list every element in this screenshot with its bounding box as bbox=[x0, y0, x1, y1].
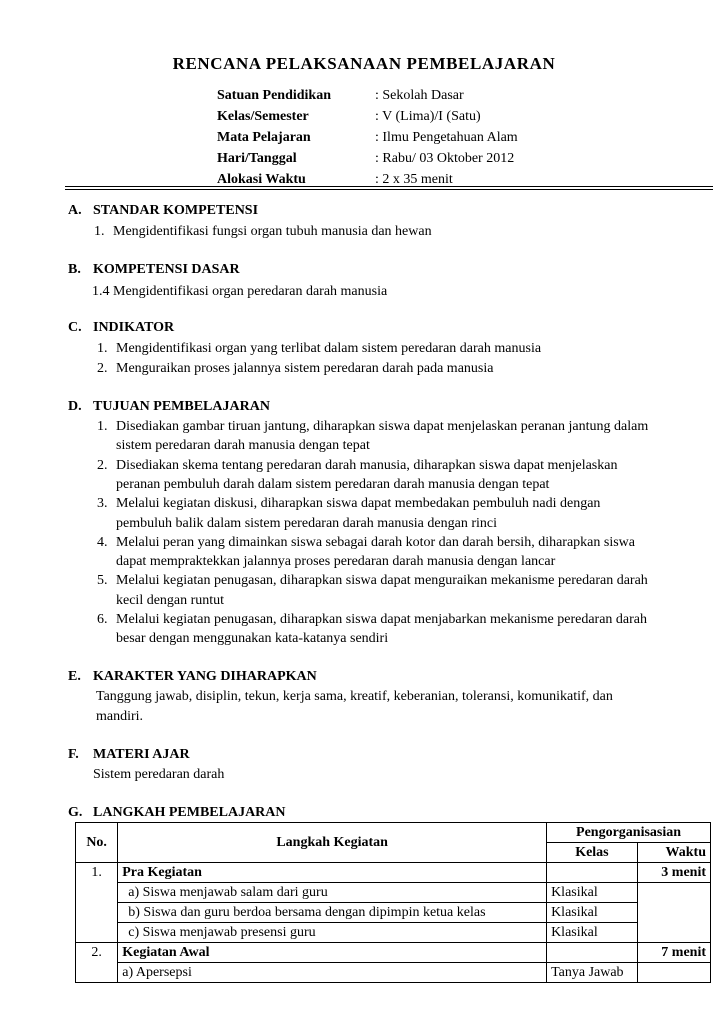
section-d-item-cont: kecil dengan runtut bbox=[116, 593, 225, 608]
info-label: Alokasi Waktu bbox=[217, 172, 306, 187]
subrow-text: b) Siswa dan guru berdoa bersama dengan dipimpin ketua kelas bbox=[118, 903, 547, 923]
header-rule-bottom bbox=[65, 189, 713, 190]
info-block bbox=[217, 85, 518, 190]
row-waktu: 7 menit bbox=[637, 943, 710, 963]
table-row bbox=[76, 943, 711, 963]
header-rule-top bbox=[65, 186, 713, 187]
info-row bbox=[217, 85, 518, 106]
subrow-text: a) Siswa menjawab salam dari guru bbox=[118, 883, 547, 903]
header-org: Pengorganisasian bbox=[547, 823, 711, 843]
subrow-waktu bbox=[637, 963, 710, 983]
section-d-item-cont: dapat mempraktekkan jalannya proses peredaran darah manusia dengan lancar bbox=[116, 554, 556, 569]
subrow-text: a) Apersepsi bbox=[118, 963, 547, 983]
info-value: : 2 x 35 menit bbox=[375, 172, 453, 187]
info-value: : Rabu/ 03 Oktober 2012 bbox=[375, 151, 515, 166]
row-kelas bbox=[547, 943, 638, 963]
section-c-item: 2. Menguraikan proses jalannya sistem peredaran darah pada manusia bbox=[97, 361, 494, 376]
section-a-item: 1. Mengidentifikasi fungsi organ tubuh manusia dan hewan bbox=[94, 224, 432, 239]
subrow-kelas: Klasikal bbox=[547, 903, 638, 923]
info-value: : V (Lima)/I (Satu) bbox=[375, 109, 481, 124]
section-c-title: C. INDIKATOR bbox=[68, 320, 175, 335]
info-label: Mata Pelajaran bbox=[217, 130, 311, 145]
table-subrow bbox=[76, 923, 711, 943]
section-e-title: E. KARAKTER YANG DIHARAPKAN bbox=[68, 669, 317, 684]
info-value: : Ilmu Pengetahuan Alam bbox=[375, 130, 518, 145]
section-d-item: 1. Disediakan gambar tiruan jantung, diharapkan siswa dapat menjelaskan peranan jantung dalam bbox=[97, 419, 649, 434]
info-row bbox=[217, 148, 518, 169]
section-d-item-cont: peranan pembuluh darah dalam sistem peredaran darah manusia dengan tepat bbox=[116, 477, 550, 492]
subrow-waktu bbox=[637, 883, 710, 943]
info-row bbox=[217, 127, 518, 148]
subrow-kelas: Tanya Jawab bbox=[547, 963, 638, 983]
section-d-item: 4. Melalui peran yang dimainkan siswa sebagai darah kotor dan darah bersih, diharapkan siswa bbox=[97, 535, 635, 550]
row-waktu: 3 menit bbox=[637, 863, 710, 883]
subrow-kelas: Klasikal bbox=[547, 923, 638, 943]
table-header-row bbox=[76, 823, 711, 843]
row-title: Pra Kegiatan bbox=[118, 863, 547, 883]
subrow-text: c) Siswa menjawab presensi guru bbox=[118, 923, 547, 943]
section-d-item: 3. Melalui kegiatan diskusi, diharapkan siswa dapat membedakan pembuluh nadi dengan bbox=[97, 496, 601, 511]
table-subrow bbox=[76, 883, 711, 903]
section-b-title: B. KOMPETENSI DASAR bbox=[68, 262, 240, 277]
section-d-item: 5. Melalui kegiatan penugasan, diharapkan siswa dapat menguraikan mekanisme peredaran darah bbox=[97, 573, 648, 588]
section-b-text: 1.4 Mengidentifikasi organ peredaran darah manusia bbox=[92, 284, 388, 299]
row-kelas bbox=[547, 863, 638, 883]
section-d-title: D. TUJUAN PEMBELAJARAN bbox=[68, 399, 270, 414]
section-d-item-cont: pembuluh balik dalam sistem peredaran darah manusia dengan rinci bbox=[116, 516, 497, 531]
info-value: : Sekolah Dasar bbox=[375, 88, 464, 103]
section-e-text-cont: mandiri. bbox=[96, 709, 144, 724]
section-c-item: 1. Mengidentifikasi organ yang terlibat dalam sistem peredaran darah manusia bbox=[97, 341, 542, 356]
table-row bbox=[76, 863, 711, 883]
info-label: Hari/Tanggal bbox=[217, 151, 297, 166]
row-title: Kegiatan Awal bbox=[118, 943, 547, 963]
section-d-item: 2. Disediakan skema tentang peredaran darah manusia, diharapkan siswa dapat menjelaskan bbox=[97, 458, 618, 473]
header-step: Langkah Kegiatan bbox=[118, 823, 547, 863]
section-d-item: 6. Melalui kegiatan penugasan, diharapkan siswa dapat menjabarkan mekanisme peredaran darah bbox=[97, 612, 648, 627]
row-no: 1. bbox=[76, 863, 118, 943]
row-no: 2. bbox=[76, 943, 118, 983]
subrow-kelas: Klasikal bbox=[547, 883, 638, 903]
header-no: No. bbox=[76, 823, 118, 863]
header-kelas: Kelas bbox=[547, 843, 638, 863]
table-subrow bbox=[76, 903, 711, 923]
section-f-title: F. MATERI AJAR bbox=[68, 747, 190, 762]
section-d-item-cont: besar dengan menggunakan kata-katanya sendiri bbox=[116, 631, 389, 646]
section-g-title: G. LANGKAH PEMBELAJARAN bbox=[68, 805, 286, 820]
steps-table bbox=[75, 822, 711, 983]
info-row bbox=[217, 106, 518, 127]
section-d-item-cont: sistem peredaran darah manusia dengan tepat bbox=[116, 438, 370, 453]
section-a-title: A. STANDAR KOMPETENSI bbox=[68, 203, 259, 218]
table-subrow bbox=[76, 963, 711, 983]
section-e-text: Tanggung jawab, disiplin, tekun, kerja sama, kreatif, keberanian, toleransi, komunikatif, dan bbox=[96, 689, 613, 704]
section-f-text: Sistem peredaran darah bbox=[93, 767, 225, 782]
info-label: Satuan Pendidikan bbox=[217, 88, 331, 103]
info-label: Kelas/Semester bbox=[217, 109, 309, 124]
header-waktu: Waktu bbox=[637, 843, 710, 863]
document-title: RENCANA PELAKSANAAN PEMBELAJARAN bbox=[172, 54, 556, 73]
